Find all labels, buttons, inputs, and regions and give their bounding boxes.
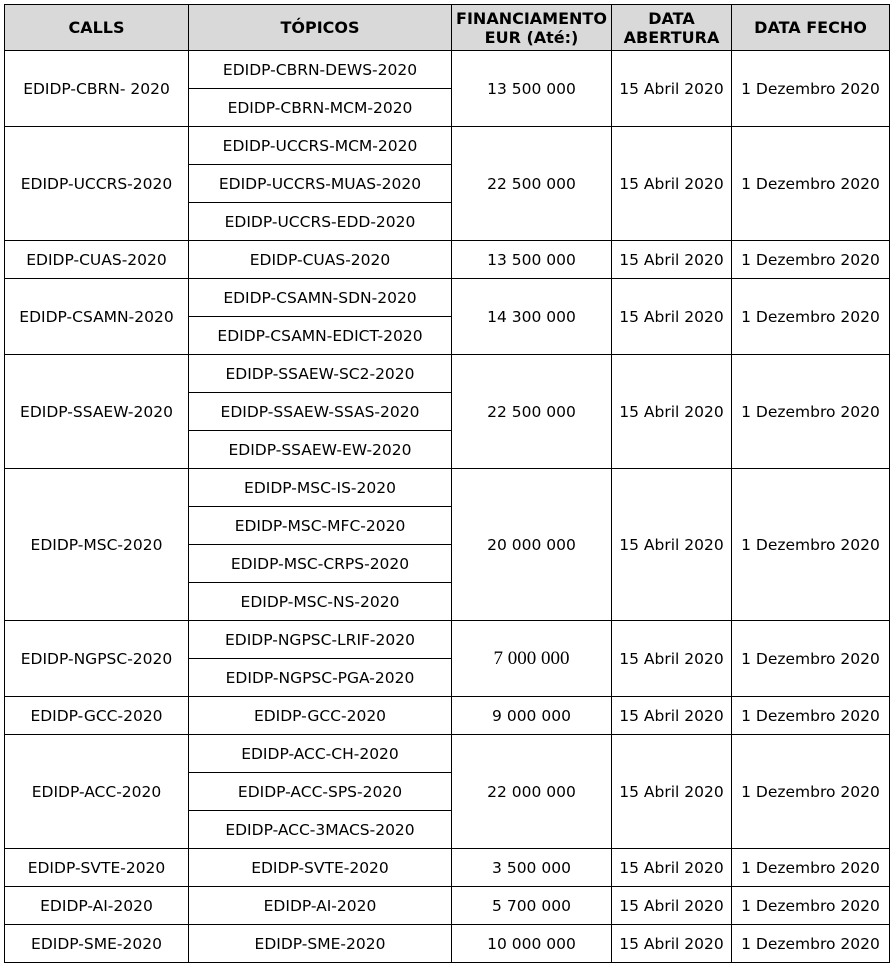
call-cell: EDIDP-MSC-2020	[5, 469, 189, 621]
header-topicos: TÓPICOS	[189, 5, 452, 51]
topic-cell: EDIDP-ACC-3MACS-2020	[189, 811, 452, 849]
close-date-cell: 1 Dezembro 2020	[732, 355, 890, 469]
table-row	[5, 127, 890, 165]
table-row	[5, 887, 890, 925]
open-date-cell: 15 Abril 2020	[612, 735, 732, 849]
table-row	[5, 621, 890, 659]
open-date-cell: 15 Abril 2020	[612, 925, 732, 963]
funding-cell: 5 700 000	[452, 887, 612, 925]
open-date-cell: 15 Abril 2020	[612, 355, 732, 469]
funding-cell: 10 000 000	[452, 925, 612, 963]
table-row	[5, 469, 890, 507]
funding-cell: 9 000 000	[452, 697, 612, 735]
open-date-cell: 15 Abril 2020	[612, 887, 732, 925]
table-row	[5, 241, 890, 279]
topic-cell: EDIDP-MSC-CRPS-2020	[189, 545, 452, 583]
header-data-fecho: DATA FECHO	[732, 5, 890, 51]
call-cell: EDIDP-NGPSC-2020	[5, 621, 189, 697]
topic-cell: EDIDP-MSC-IS-2020	[189, 469, 452, 507]
topic-cell: EDIDP-CSAMN-EDICT-2020	[189, 317, 452, 355]
table-row	[5, 849, 890, 887]
close-date-cell: 1 Dezembro 2020	[732, 469, 890, 621]
open-date-cell: 15 Abril 2020	[612, 469, 732, 621]
call-cell: EDIDP-CUAS-2020	[5, 241, 189, 279]
call-cell: EDIDP-UCCRS-2020	[5, 127, 189, 241]
close-date-cell: 1 Dezembro 2020	[732, 735, 890, 849]
topic-cell: EDIDP-ACC-CH-2020	[189, 735, 452, 773]
topic-cell: EDIDP-SSAEW-SSAS-2020	[189, 393, 452, 431]
funding-cell: 13 500 000	[452, 241, 612, 279]
table-body	[5, 51, 890, 963]
header-calls: CALLS	[5, 5, 189, 51]
funding-cell: 3 500 000	[452, 849, 612, 887]
topic-cell: EDIDP-AI-2020	[189, 887, 452, 925]
topic-cell: EDIDP-CBRN-DEWS-2020	[189, 51, 452, 89]
close-date-cell: 1 Dezembro 2020	[732, 621, 890, 697]
funding-cell: 22 500 000	[452, 127, 612, 241]
open-date-cell: 15 Abril 2020	[612, 697, 732, 735]
topic-cell: EDIDP-NGPSC-PGA-2020	[189, 659, 452, 697]
topic-cell: EDIDP-MSC-NS-2020	[189, 583, 452, 621]
topic-cell: EDIDP-UCCRS-EDD-2020	[189, 203, 452, 241]
topic-cell: EDIDP-MSC-MFC-2020	[189, 507, 452, 545]
topic-cell: EDIDP-SSAEW-EW-2020	[189, 431, 452, 469]
close-date-cell: 1 Dezembro 2020	[732, 887, 890, 925]
close-date-cell: 1 Dezembro 2020	[732, 925, 890, 963]
table-row	[5, 925, 890, 963]
header-financiamento: FINANCIAMENTO EUR (Até:)	[452, 5, 612, 51]
close-date-cell: 1 Dezembro 2020	[732, 241, 890, 279]
topic-cell: EDIDP-ACC-SPS-2020	[189, 773, 452, 811]
close-date-cell: 1 Dezembro 2020	[732, 697, 890, 735]
table-row	[5, 735, 890, 773]
call-cell: EDIDP-CBRN- 2020	[5, 51, 189, 127]
topic-cell: EDIDP-CUAS-2020	[189, 241, 452, 279]
funding-cell: 22 000 000	[452, 735, 612, 849]
funding-cell: 22 500 000	[452, 355, 612, 469]
topic-cell: EDIDP-SSAEW-SC2-2020	[189, 355, 452, 393]
open-date-cell: 15 Abril 2020	[612, 621, 732, 697]
funding-cell: 13 500 000	[452, 51, 612, 127]
close-date-cell: 1 Dezembro 2020	[732, 849, 890, 887]
table-row	[5, 355, 890, 393]
open-date-cell: 15 Abril 2020	[612, 241, 732, 279]
call-cell: EDIDP-SME-2020	[5, 925, 189, 963]
close-date-cell: 1 Dezembro 2020	[732, 279, 890, 355]
table-row	[5, 697, 890, 735]
topic-cell: EDIDP-CSAMN-SDN-2020	[189, 279, 452, 317]
topic-cell: EDIDP-SME-2020	[189, 925, 452, 963]
call-cell: EDIDP-SVTE-2020	[5, 849, 189, 887]
open-date-cell: 15 Abril 2020	[612, 51, 732, 127]
topic-cell: EDIDP-SVTE-2020	[189, 849, 452, 887]
open-date-cell: 15 Abril 2020	[612, 127, 732, 241]
open-date-cell: 15 Abril 2020	[612, 849, 732, 887]
funding-cell: 20 000 000	[452, 469, 612, 621]
topic-cell: EDIDP-CBRN-MCM-2020	[189, 89, 452, 127]
topic-cell: EDIDP-UCCRS-MUAS-2020	[189, 165, 452, 203]
funding-cell: 7 000 000	[452, 621, 612, 697]
topic-cell: EDIDP-UCCRS-MCM-2020	[189, 127, 452, 165]
header-data-abertura: DATA ABERTURA	[612, 5, 732, 51]
call-cell: EDIDP-ACC-2020	[5, 735, 189, 849]
open-date-cell: 15 Abril 2020	[612, 279, 732, 355]
table-row	[5, 279, 890, 317]
header-row	[5, 5, 890, 51]
call-cell: EDIDP-CSAMN-2020	[5, 279, 189, 355]
call-cell: EDIDP-GCC-2020	[5, 697, 189, 735]
calls-table	[4, 4, 890, 963]
close-date-cell: 1 Dezembro 2020	[732, 51, 890, 127]
table-row	[5, 51, 890, 89]
funding-cell: 14 300 000	[452, 279, 612, 355]
call-cell: EDIDP-AI-2020	[5, 887, 189, 925]
topic-cell: EDIDP-GCC-2020	[189, 697, 452, 735]
close-date-cell: 1 Dezembro 2020	[732, 127, 890, 241]
topic-cell: EDIDP-NGPSC-LRIF-2020	[189, 621, 452, 659]
call-cell: EDIDP-SSAEW-2020	[5, 355, 189, 469]
